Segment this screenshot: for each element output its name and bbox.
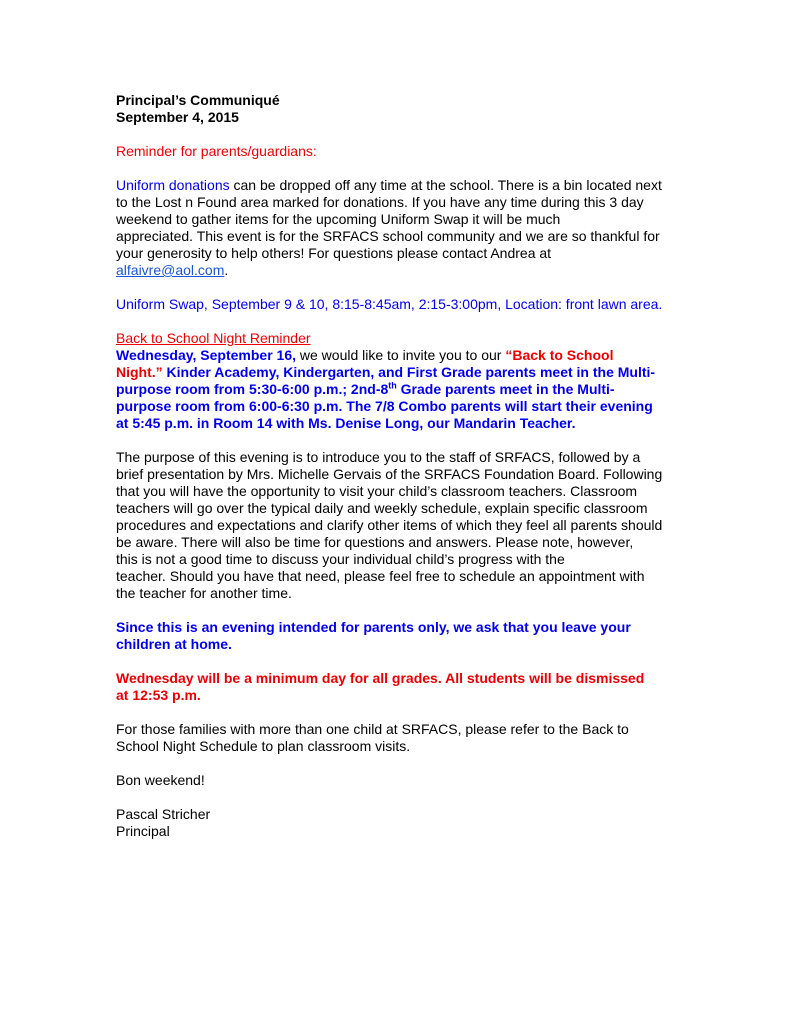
uniform-line-4: appreciated. This event is for the SRFACS school community and we are so thankful for xyxy=(116,228,660,244)
bsn-invite-text: we would like to invite you to our xyxy=(296,347,506,363)
bsn-heading: Back to School Night Reminder xyxy=(116,330,311,346)
purpose-line: brief presentation by Mrs. Michelle Gervais of the SRFACS Foundation Board. Following xyxy=(116,466,663,482)
bsn-date: Wednesday, September 16, xyxy=(116,347,296,363)
bsn-line-3a: purpose room from 5:30-6:00 p.m.; 2nd-8 xyxy=(116,381,389,397)
uniform-swap-info: Uniform Swap, September 9 & 10, 8:15-8:45am, 2:15-3:00pm, Location: front lawn area. xyxy=(116,296,663,312)
uniform-line-1: can be dropped off any time at the school. There is a bin located next xyxy=(229,177,662,193)
signature-name: Pascal Stricher xyxy=(116,806,211,822)
uniform-donations-paragraph xyxy=(116,177,686,279)
document-page xyxy=(116,92,686,840)
purpose-line: procedures and expectations and clarify other items of which they feel all parents should xyxy=(116,517,663,533)
purpose-line: that you will have the opportunity to visit your child’s classroom teachers. Classroom xyxy=(116,483,638,499)
purpose-paragraph xyxy=(116,449,686,602)
bsn-line-5: at 5:45 p.m. in Room 14 with Ms. Denise Long, our Mandarin Teacher. xyxy=(116,415,576,431)
bsn-line-2: Kinder Academy, Kindergarten, and First Grade parents meet in the Multi- xyxy=(162,364,656,380)
signature-role: Principal xyxy=(116,823,170,839)
uniform-line-5: your generosity to help others! For questions please contact Andrea at xyxy=(116,245,552,261)
bsn-line-4: purpose room from 6:00-6:30 p.m. The 7/8 Combo parents will start their evening xyxy=(116,398,653,414)
uniform-line-2: to the Lost n Found area marked for donations. If you have any time during this 3 day xyxy=(116,194,644,210)
document-date: September 4, 2015 xyxy=(116,109,239,125)
minimum-day-notice xyxy=(116,670,686,704)
document-title: Principal’s Communiqué xyxy=(116,92,280,108)
purpose-line: the teacher for another time. xyxy=(116,585,292,601)
contact-email-link[interactable]: alfaivre@aol.com xyxy=(116,262,225,278)
purpose-line: teacher. Should you have that need, please feel free to schedule an appointment with xyxy=(116,568,645,584)
bsn-event-name: “Back to School xyxy=(505,347,614,363)
uniform-donations-lead: Uniform donations xyxy=(116,177,230,193)
uniform-email-period: . xyxy=(224,262,229,278)
bsn-event-name-end: Night.” xyxy=(116,364,163,380)
parents-only-line: Since this is an evening intended for parents only, we ask that you leave your xyxy=(116,619,631,635)
minimum-day-line: at 12:53 p.m. xyxy=(116,687,201,703)
families-line: For those families with more than one child at SRFACS, please refer to the Back to xyxy=(116,721,629,737)
parents-only-line: children at home. xyxy=(116,636,232,652)
minimum-day-line: Wednesday will be a minimum day for all grades. All students will be dismissed xyxy=(116,670,645,686)
back-to-school-night-section xyxy=(116,330,686,432)
parents-only-notice xyxy=(116,619,686,653)
signature-block xyxy=(116,806,686,840)
reminder-heading: Reminder for parents/guardians: xyxy=(116,143,317,159)
bsn-line-3b: Grade parents meet in the Multi- xyxy=(396,381,615,397)
closing-line: Bon weekend! xyxy=(116,772,205,788)
families-line: School Night Schedule to plan classroom visits. xyxy=(116,738,411,754)
families-paragraph xyxy=(116,721,686,755)
purpose-line: The purpose of this evening is to introduce you to the staff of SRFACS, followed by a xyxy=(116,449,641,465)
bsn-line-3-sup: th xyxy=(388,380,397,391)
uniform-line-3: weekend to gather items for the upcoming Uniform Swap it will be much xyxy=(116,211,561,227)
purpose-line: teachers will go over the typical daily and weekly schedule, explain specific classroom xyxy=(116,500,648,516)
purpose-line: be aware. There will also be time for questions and answers. Please note, however, xyxy=(116,534,634,550)
purpose-line: this is not a good time to discuss your individual child’s progress with the xyxy=(116,551,565,567)
